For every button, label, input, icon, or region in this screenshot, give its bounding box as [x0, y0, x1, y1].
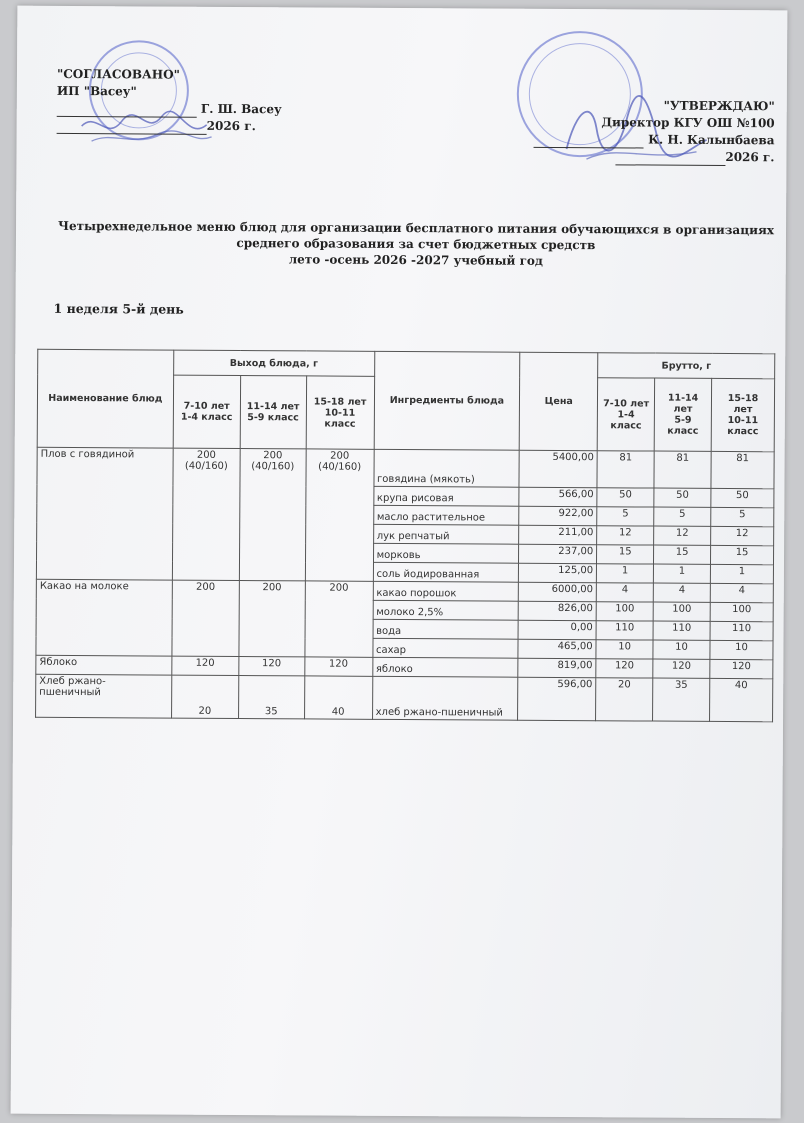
header-price: Цена [519, 352, 597, 450]
dish-name: Какао на молоке [36, 579, 172, 656]
table-row [36, 674, 773, 722]
dish-yield-age-2: 35 [238, 676, 304, 719]
brutto-age-3: 120 [710, 659, 773, 678]
ingredient-name: молоко 2,5% [373, 600, 519, 620]
ingredient-price: 566,00 [519, 487, 597, 506]
ingredient-price: 211,00 [519, 525, 597, 544]
ingredient-name: лук репчатый [373, 524, 519, 544]
ingredient-price: 819,00 [518, 658, 596, 677]
brutto-age-2: 1 [653, 564, 710, 583]
brutto-age-3: 40 [710, 678, 773, 721]
ingredient-price: 237,00 [519, 544, 597, 563]
ingredient-name: вода [373, 619, 519, 639]
dish-name: Плов с говядиной [36, 447, 173, 580]
header-yield-age-3: 15-18 лет 10-11 класс [306, 376, 374, 449]
dish-yield-age-1: 20 [171, 675, 238, 718]
brutto-age-2: 12 [654, 526, 711, 545]
approval-org: ИП "Васеу" [56, 83, 137, 99]
brutto-age-1: 20 [596, 678, 653, 721]
header-brutto-age-1: 7-10 лет 1-4 класс [597, 378, 654, 451]
ingredient-name: говядина (мякоть) [374, 449, 520, 487]
dish-yield-age-2: 200 [239, 581, 305, 657]
approval-block-left [57, 66, 282, 135]
title-line-1: Четырехнедельное меню блюд для организации бесплатного питания обучающихся в организациях [58, 218, 775, 238]
approval-year: 2026 г. [725, 149, 775, 165]
brutto-age-2: 50 [654, 488, 711, 507]
brutto-age-2: 10 [653, 640, 710, 659]
brutto-age-3: 12 [711, 526, 774, 545]
brutto-age-2: 15 [654, 545, 711, 564]
brutto-age-2: 81 [654, 451, 711, 488]
ingredient-price: 465,00 [518, 639, 596, 658]
brutto-age-2: 5 [654, 507, 711, 526]
brutto-age-1: 1 [597, 564, 654, 583]
ingredient-price: 125,00 [519, 563, 597, 582]
ingredient-price: 596,00 [518, 677, 596, 720]
approval-heading: "УТВЕРЖДАЮ" [663, 98, 775, 114]
brutto-age-1: 10 [596, 640, 653, 659]
brutto-age-3: 50 [711, 488, 774, 507]
table-row [37, 447, 774, 489]
brutto-age-3: 10 [710, 640, 773, 659]
header-brutto-age-2: 11-14 лет 5-9 класс [654, 378, 711, 451]
dish-yield-age-3: 200 (40/160) [305, 449, 374, 581]
brutto-age-3: 4 [710, 583, 773, 602]
document-sheet [11, 6, 788, 1119]
dish-yield-age-1: 120 [172, 656, 239, 675]
dish-yield-age-2: 120 [239, 657, 305, 676]
dish-name: Хлеб ржано- пшеничный [36, 674, 172, 718]
dish-yield-age-3: 40 [304, 676, 372, 719]
title-line-3: лето -осень 2026 -2027 учебный год [288, 252, 543, 268]
brutto-age-3: 15 [711, 545, 774, 564]
header-ingredients: Ингредиенты блюда [374, 351, 520, 450]
ingredient-name: крупа рисовая [373, 486, 519, 506]
brutto-age-2: 110 [653, 621, 710, 640]
approval-person: К. Н. Калынбаева [648, 132, 775, 148]
brutto-age-1: 4 [596, 583, 653, 602]
brutto-age-1: 12 [597, 526, 654, 545]
date-line [615, 152, 725, 166]
brutto-age-2: 35 [653, 678, 710, 721]
brutto-age-3: 110 [710, 621, 773, 640]
signature-line [534, 135, 644, 149]
header-yield: Выход блюда, г [173, 350, 374, 376]
brutto-age-3: 81 [711, 451, 774, 488]
document-title [56, 218, 776, 270]
brutto-age-1: 81 [597, 451, 654, 488]
day-label: 1 неделя 5-й день [53, 300, 184, 317]
ingredient-price: 5400,00 [519, 450, 597, 487]
brutto-age-1: 15 [597, 545, 654, 564]
brutto-age-2: 100 [653, 602, 710, 621]
brutto-age-3: 100 [710, 602, 773, 621]
brutto-age-3: 1 [710, 564, 773, 583]
title-line-2: среднего образования за счет бюджетных средств [236, 236, 596, 253]
brutto-age-3: 5 [711, 507, 774, 526]
approval-position: Директор КГУ ОШ №100 [601, 115, 775, 131]
ingredient-price: 0,00 [518, 620, 596, 639]
brutto-age-1: 100 [596, 602, 653, 621]
ingredient-name: сахар [372, 638, 518, 658]
approval-block-right [534, 97, 775, 166]
dish-yield-age-1: 200 [172, 580, 239, 656]
ingredient-name: морковь [373, 543, 519, 563]
brutto-age-1: 50 [597, 488, 654, 507]
dish-yield-age-2: 200 (40/160) [239, 449, 306, 581]
header-brutto-age-3: 15-18 лет 10-11 класс [711, 378, 774, 451]
ingredient-name: масло растительное [373, 505, 519, 525]
ingredient-price: 826,00 [518, 601, 596, 620]
header-brutto: Брутто, г [598, 353, 775, 379]
brutto-age-1: 120 [596, 659, 653, 678]
brutto-age-2: 120 [653, 659, 710, 678]
dish-yield-age-1: 200 (40/160) [172, 448, 240, 580]
ingredient-name: какао порошок [373, 581, 519, 601]
header-yield-age-2: 11-14 лет 5-9 класс [240, 376, 306, 449]
signature-line [57, 104, 197, 118]
approval-year: 2026 г. [206, 118, 256, 134]
dish-yield-age-3: 120 [304, 657, 372, 676]
ingredient-name: соль йодированная [373, 562, 519, 582]
ingredient-price: 922,00 [519, 506, 597, 525]
dish-yield-age-3: 200 [305, 581, 373, 657]
menu-table [35, 349, 775, 723]
header-dish: Наименование блюд [37, 349, 173, 448]
header-yield-age-1: 7-10 лет 1-4 класс [173, 375, 240, 448]
date-line [57, 121, 207, 135]
ingredient-price: 6000,00 [519, 582, 597, 601]
ingredient-name: хлеб ржано-пшеничный [372, 676, 518, 720]
table-row [36, 579, 773, 603]
dish-name: Яблоко [36, 655, 172, 675]
ingredient-name: яблоко [372, 657, 518, 677]
brutto-age-2: 4 [653, 583, 710, 602]
brutto-age-1: 110 [596, 621, 653, 640]
approval-person: Г. Ш. Васеу [200, 101, 282, 117]
approval-heading: "СОГЛАСОВАНО" [56, 66, 180, 82]
brutto-age-1: 5 [597, 507, 654, 526]
